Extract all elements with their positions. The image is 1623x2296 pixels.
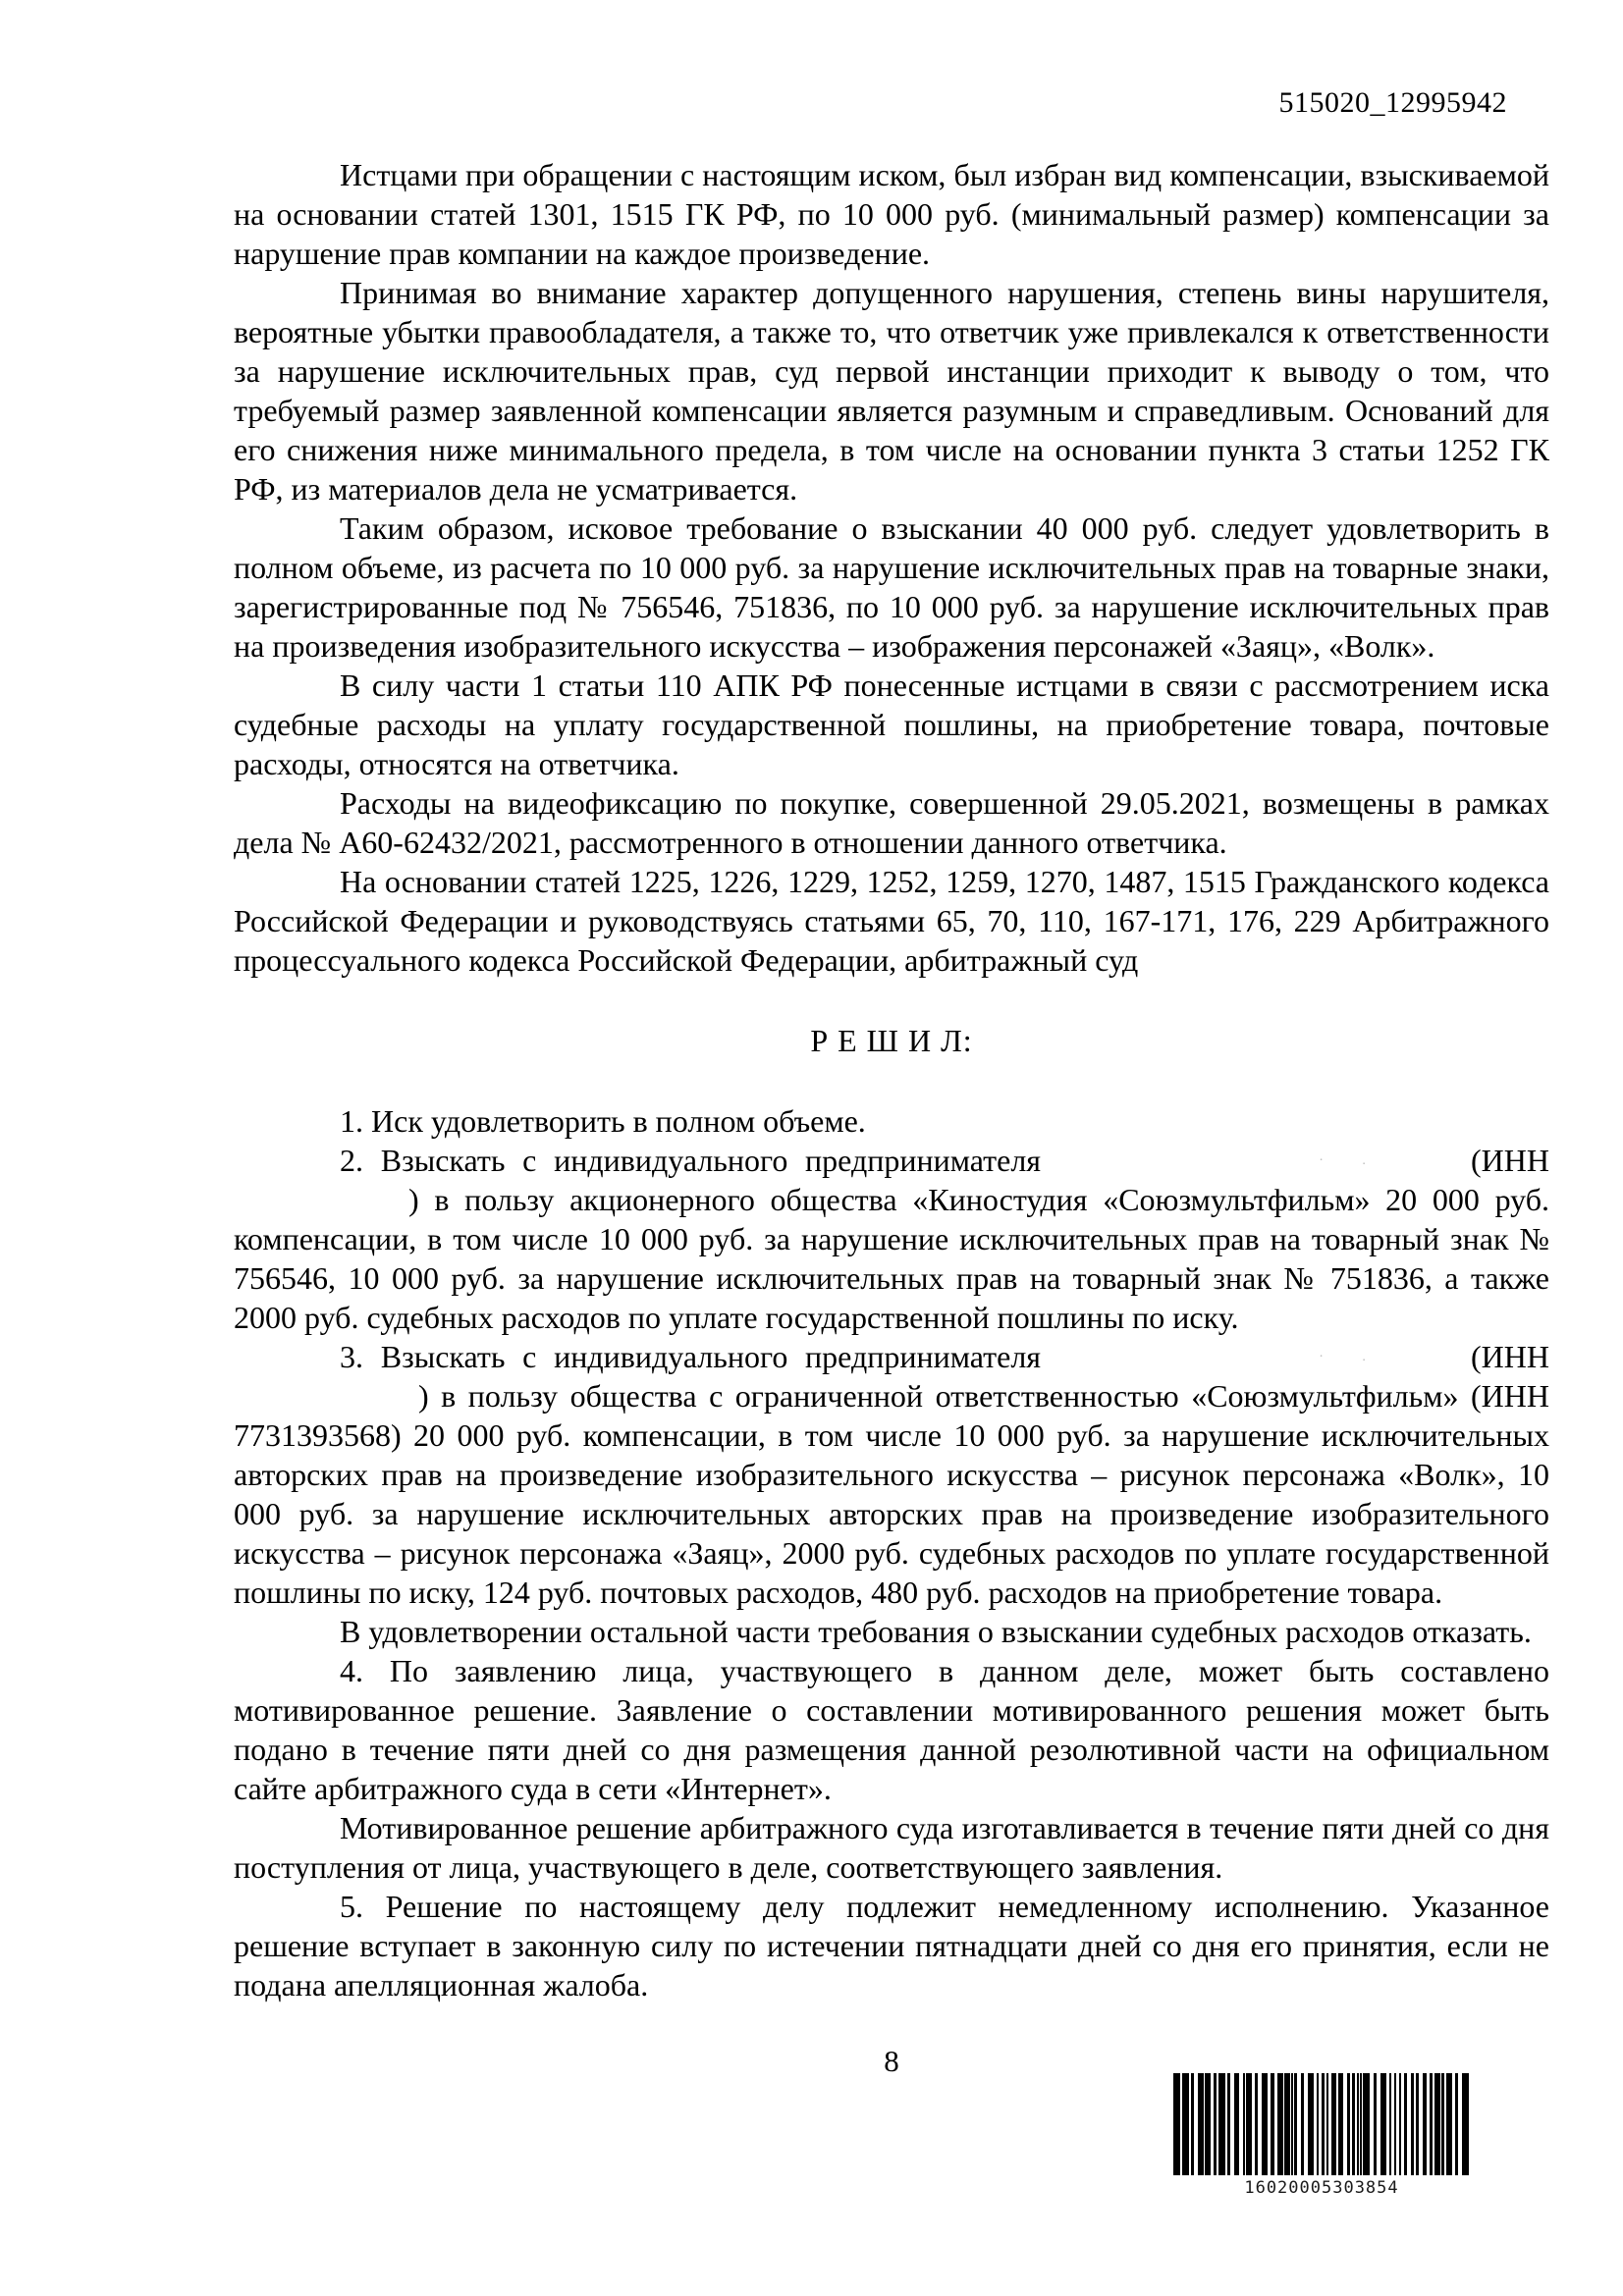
redacted-defendant-name xyxy=(1041,1363,1471,1367)
resolution-item-5: 5. Решение по настоящему делу подлежит немедленному исполнению. Указанное решение вступает в законную силу по истечении пятнадцати дней со дня его принятия, если не подана апелляционная жалоба. xyxy=(234,1889,1549,2002)
body-paragraph-court-costs: В силу части 1 статьи 110 АПК РФ понесенные истцами в связи с рассмотрением иска судебные расходы на уплату государственной пошлины, на приобретение товара, почтовые расходы, относятся на ответчика. xyxy=(234,667,1549,781)
resolution-item-4-note: Мотивированное решение арбитражного суда изготавливается в течение пяти дней со дня поступления от лица, участвующего в деле, соответствующего заявления. xyxy=(234,1810,1549,1885)
resolution-item-4: 4. По заявлению лица, участвующего в данном деле, может быть составлено мотивированное решение. Заявление о составлении мотивированного решения может быть подано в течение пяти дней со дня размещения данной резолютивной части на официальном сайте арбитражного суда в сети «Интернет». xyxy=(234,1653,1549,1806)
barcode-number: 16020005303854 xyxy=(1244,2178,1399,2198)
resolution-item-2-prefix: 2. Взыскать с индивидуального предпринимателя xyxy=(340,1143,1042,1178)
body-paragraph-compensation-type: Истцами при обращении с настоящим иском, был избран вид компенсации, взыскиваемой на основании статей 1301, 1515 ГК РФ, по 10 000 руб. (минимальный размер) компенсации за нарушение прав компании на каждое произведение. xyxy=(234,157,1549,271)
resolution-refusal-clause: В удовлетворении остальной части требования о взыскании судебных расходов отказать. xyxy=(340,1614,1532,1649)
document-id-number: 515020_12995942 xyxy=(1278,86,1507,119)
barcode xyxy=(1173,2073,1470,2175)
barcode-block xyxy=(1173,2073,1470,2198)
resolution-item-3-text: ) в пользу общества с ограниченной ответственностью «Союзмультфильм» (ИНН 7731393568) 20 000 руб. компенсации, в том числе 10 000 руб. за нарушение исключительных авторских прав на произведение изобразительного искусства – рисунок персонажа «Волк», 10 000 руб. за нарушение исключительных авторских прав на произведение изобразительного искусства – рисунок персонажа «Заяц», 2000 руб. судебных расходов по уплате государственной пошлины по иску, 124 руб. почтовых расходов, 480 руб. расходов на приобретение товара. xyxy=(234,1378,1549,1610)
document-body xyxy=(234,155,1549,2004)
resolution-item-3-prefix: 3. Взыскать с индивидуального предпринимателя xyxy=(340,1339,1042,1374)
redacted-defendant-name xyxy=(1041,1167,1471,1171)
body-paragraph-video-costs: Расходы на видеофиксацию по покупке, совершенной 29.05.2021, возмещены в рамках дела № А60-62432/2021, рассмотренного в отношении данного ответчика. xyxy=(234,785,1549,860)
resolution-item-2-text: ) в пользу акционерного общества «Киностудия «Союзмультфильм» 20 000 руб. компенсации, в том числе 10 000 руб. за нарушение исключительных прав на товарный знак № 756546, 10 000 руб. за нарушение исключительных прав на товарный знак № 751836, а также 2000 руб. судебных расходов по уплате государственной пошлины по иску. xyxy=(234,1182,1549,1335)
resolution-item-2-inn-label: (ИНН xyxy=(1471,1143,1549,1178)
resolution-item-2 xyxy=(234,1141,1549,1337)
resolution-item-3 xyxy=(234,1337,1549,1612)
page-number: 8 xyxy=(884,2044,899,2078)
body-paragraph-claim-total: Таким образом, исковое требование о взыскании 40 000 руб. следует удовлетворить в полном объеме, из расчета по 10 000 руб. за нарушение исключительных прав на товарные знаки, зарегистрированные под № 756546, 751836, по 10 000 руб. за нарушение исключительных прав на произведения изобразительного искусства – изображения персонажей «Заяц», «Волк». xyxy=(234,510,1549,664)
redacted-inn-value xyxy=(234,1206,408,1210)
redacted-inn-value xyxy=(234,1403,418,1407)
resolution-item-3-inn-label: (ИНН xyxy=(1471,1339,1549,1374)
body-paragraph-violation-assessment: Принимая во внимание характер допущенного нарушения, степень вины нарушителя, вероятные убытки правообладателя, а также то, что ответчик уже привлекался к ответственности за нарушение исключительных прав, суд первой инстанции приходит к выводу о том, что требуемый размер заявленной компенсации является разумным и справедливым. Оснований для его снижения ниже минимального предела, в том числе на основании пункта 3 статьи 1252 ГК РФ, из материалов дела не усматривается. xyxy=(234,275,1549,507)
resolution-heading: Р Е Ш И Л: xyxy=(810,1023,973,1058)
resolution-item-1: 1. Иск удовлетворить в полном объеме. xyxy=(340,1103,866,1139)
body-paragraph-legal-basis: На основании статей 1225, 1226, 1229, 1252, 1259, 1270, 1487, 1515 Гражданского кодекса Российской Федерации и руководствуясь статьями 65, 70, 110, 167-171, 176, 229 Арбитражного процессуального кодекса Российской Федерации, арбитражный суд xyxy=(234,864,1549,978)
